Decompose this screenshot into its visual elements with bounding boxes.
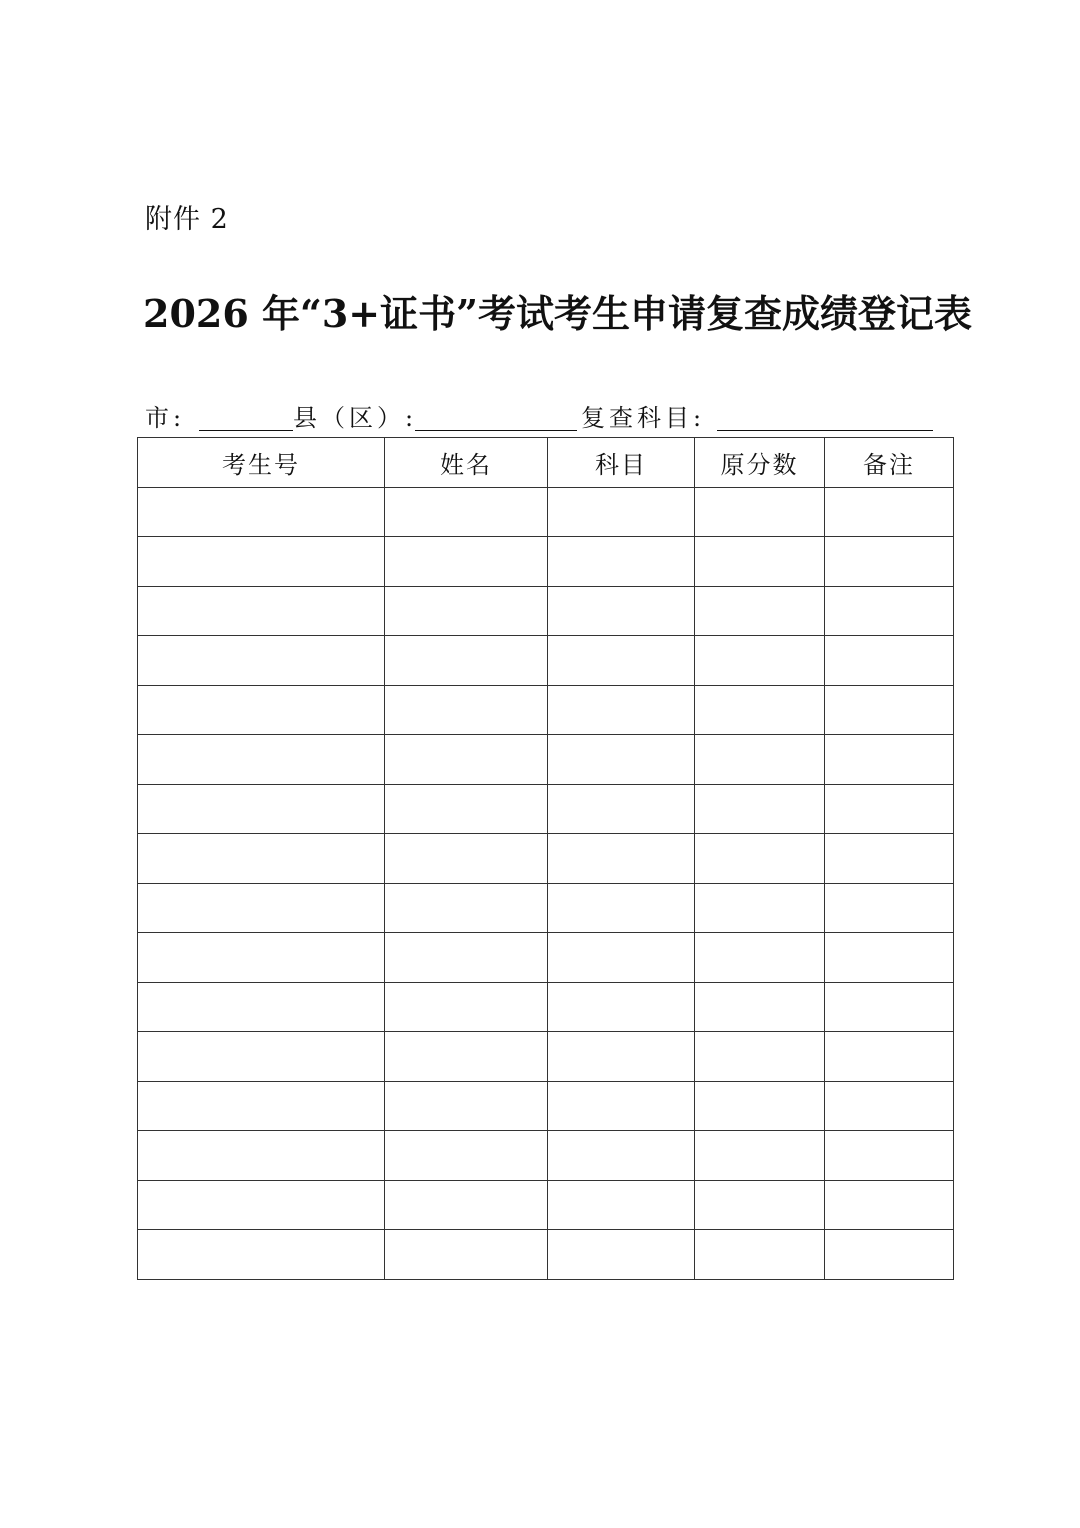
remarks-cell[interactable] <box>825 735 954 785</box>
name-cell[interactable] <box>385 1131 548 1181</box>
exam-number-cell[interactable] <box>138 1032 385 1082</box>
name-cell[interactable] <box>385 735 548 785</box>
header-remarks: 备注 <box>825 438 954 488</box>
name-cell[interactable] <box>385 883 548 933</box>
original-score-cell[interactable] <box>695 1131 825 1181</box>
name-cell[interactable] <box>385 982 548 1032</box>
table-row <box>138 1081 954 1131</box>
name-cell[interactable] <box>385 1180 548 1230</box>
original-score-cell[interactable] <box>695 883 825 933</box>
county-label: 县（区）: <box>293 404 418 432</box>
exam-number-cell[interactable] <box>138 883 385 933</box>
original-score-cell[interactable] <box>695 982 825 1032</box>
original-score-cell[interactable] <box>695 537 825 587</box>
table-body <box>138 487 954 1279</box>
original-score-cell[interactable] <box>695 784 825 834</box>
subject-cell[interactable] <box>548 586 695 636</box>
table-row <box>138 685 954 735</box>
subject-cell[interactable] <box>548 1230 695 1280</box>
header-original-score: 原分数 <box>695 438 825 488</box>
subject-blank-field[interactable] <box>717 430 933 431</box>
remarks-cell[interactable] <box>825 487 954 537</box>
table-row <box>138 1032 954 1082</box>
table-row <box>138 883 954 933</box>
name-cell[interactable] <box>385 685 548 735</box>
exam-number-cell[interactable] <box>138 834 385 884</box>
table-header-row <box>138 438 954 488</box>
county-blank-field[interactable] <box>415 430 577 431</box>
table-row <box>138 834 954 884</box>
form-header-fields <box>145 402 945 434</box>
original-score-cell[interactable] <box>695 933 825 983</box>
subject-cell[interactable] <box>548 1032 695 1082</box>
remarks-cell[interactable] <box>825 1230 954 1280</box>
remarks-cell[interactable] <box>825 1032 954 1082</box>
table-row <box>138 933 954 983</box>
remarks-cell[interactable] <box>825 537 954 587</box>
exam-number-cell[interactable] <box>138 1180 385 1230</box>
remarks-cell[interactable] <box>825 1081 954 1131</box>
table-row <box>138 586 954 636</box>
remarks-cell[interactable] <box>825 834 954 884</box>
exam-number-cell[interactable] <box>138 784 385 834</box>
original-score-cell[interactable] <box>695 636 825 686</box>
exam-number-cell[interactable] <box>138 537 385 587</box>
name-cell[interactable] <box>385 1230 548 1280</box>
subject-cell[interactable] <box>548 933 695 983</box>
original-score-cell[interactable] <box>695 1180 825 1230</box>
subject-cell[interactable] <box>548 537 695 587</box>
exam-number-cell[interactable] <box>138 1081 385 1131</box>
subject-cell[interactable] <box>548 487 695 537</box>
original-score-cell[interactable] <box>695 685 825 735</box>
subject-cell[interactable] <box>548 1081 695 1131</box>
original-score-cell[interactable] <box>695 586 825 636</box>
table-row <box>138 982 954 1032</box>
header-exam-number: 考生号 <box>138 438 385 488</box>
original-score-cell[interactable] <box>695 735 825 785</box>
table-row <box>138 487 954 537</box>
exam-number-cell[interactable] <box>138 685 385 735</box>
exam-number-cell[interactable] <box>138 1230 385 1280</box>
original-score-cell[interactable] <box>695 1081 825 1131</box>
remarks-cell[interactable] <box>825 784 954 834</box>
name-cell[interactable] <box>385 487 548 537</box>
remarks-cell[interactable] <box>825 1131 954 1181</box>
subject-cell[interactable] <box>548 1180 695 1230</box>
original-score-cell[interactable] <box>695 1032 825 1082</box>
remarks-cell[interactable] <box>825 685 954 735</box>
exam-number-cell[interactable] <box>138 636 385 686</box>
name-cell[interactable] <box>385 537 548 587</box>
subject-cell[interactable] <box>548 784 695 834</box>
city-blank-field[interactable] <box>199 430 293 431</box>
header-name: 姓名 <box>385 438 548 488</box>
exam-number-cell[interactable] <box>138 735 385 785</box>
name-cell[interactable] <box>385 1032 548 1082</box>
subject-cell[interactable] <box>548 834 695 884</box>
exam-number-cell[interactable] <box>138 1131 385 1181</box>
table-row <box>138 636 954 686</box>
name-cell[interactable] <box>385 1081 548 1131</box>
table-row <box>138 735 954 785</box>
remarks-cell[interactable] <box>825 586 954 636</box>
name-cell[interactable] <box>385 933 548 983</box>
remarks-cell[interactable] <box>825 636 954 686</box>
exam-number-cell[interactable] <box>138 933 385 983</box>
name-cell[interactable] <box>385 586 548 636</box>
remarks-cell[interactable] <box>825 933 954 983</box>
document-title: 2026 年“3+证书”考试考生申请复查成绩登记表 <box>143 291 972 336</box>
remarks-cell[interactable] <box>825 982 954 1032</box>
name-cell[interactable] <box>385 636 548 686</box>
attachment-label: 附件 2 <box>145 204 229 235</box>
exam-number-cell[interactable] <box>138 982 385 1032</box>
original-score-cell[interactable] <box>695 1230 825 1280</box>
remarks-cell[interactable] <box>825 1180 954 1230</box>
subject-cell[interactable] <box>548 1131 695 1181</box>
subject-cell[interactable] <box>548 685 695 735</box>
remarks-cell[interactable] <box>825 883 954 933</box>
subject-cell[interactable] <box>548 636 695 686</box>
subject-cell[interactable] <box>548 735 695 785</box>
header-subject: 科目 <box>548 438 695 488</box>
table-row <box>138 537 954 587</box>
subject-label: 复查科目: <box>581 404 706 432</box>
original-score-cell[interactable] <box>695 834 825 884</box>
subject-cell[interactable] <box>548 982 695 1032</box>
table-row <box>138 784 954 834</box>
name-cell[interactable] <box>385 784 548 834</box>
exam-number-cell[interactable] <box>138 586 385 636</box>
registration-table <box>137 437 954 1280</box>
city-label: 市: <box>145 404 186 432</box>
table-row <box>138 1230 954 1280</box>
table-row <box>138 1131 954 1181</box>
exam-number-cell[interactable] <box>138 487 385 537</box>
name-cell[interactable] <box>385 834 548 884</box>
subject-cell[interactable] <box>548 883 695 933</box>
table-row <box>138 1180 954 1230</box>
original-score-cell[interactable] <box>695 487 825 537</box>
